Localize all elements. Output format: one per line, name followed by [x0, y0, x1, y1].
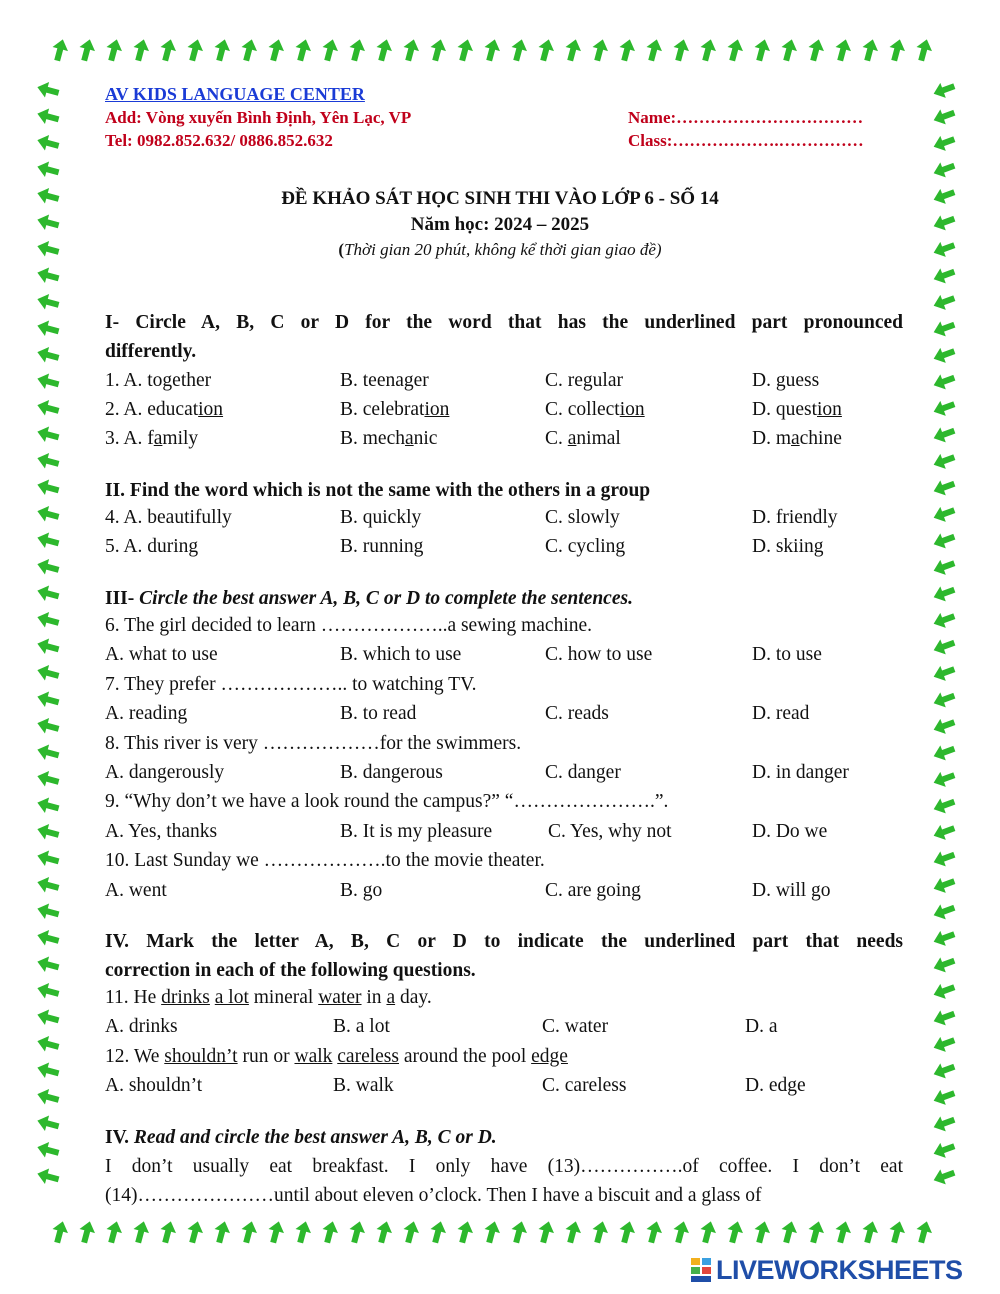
q9-option-c[interactable]: C. Yes, why not	[548, 821, 672, 842]
liveworksheets-logo[interactable]	[690, 1253, 963, 1287]
q8-option-b[interactable]: B. dangerous	[340, 762, 443, 783]
border-arrow-icon	[35, 1060, 60, 1081]
border-arrow-icon	[931, 370, 957, 393]
border-arrow-icon	[931, 264, 957, 287]
q10-option-a[interactable]: A. went	[105, 880, 167, 901]
q3-option-d[interactable]	[752, 428, 842, 450]
reading-passage	[105, 1152, 903, 1210]
passage-line-1: I don’t usually eat breakfast. I only have (13)…………….of coffee. I don’t eat	[105, 1156, 903, 1177]
border-arrow-icon	[76, 37, 97, 62]
border-arrow-icon	[913, 1219, 934, 1244]
q6-stem: 6. The girl decided to learn ………………..a sewing machine.	[105, 615, 593, 636]
q2-option-d[interactable]	[752, 399, 842, 421]
border-arrow-icon	[35, 848, 60, 869]
border-arrow-icon	[931, 635, 957, 658]
question-4	[105, 507, 905, 533]
border-arrow-icon	[931, 556, 957, 579]
question-8	[105, 762, 905, 788]
q2-d-text: D. quest	[752, 399, 817, 420]
school-year: Năm học: 2024 – 2025	[410, 214, 590, 235]
q8-option-a[interactable]: A. dangerously	[105, 762, 225, 783]
border-arrow-icon	[49, 37, 70, 62]
border-arrow-icon	[35, 742, 60, 763]
q11-text-5: day.	[395, 987, 432, 1008]
q11-underlined-2: a lot	[214, 987, 249, 1008]
border-arrow-icon	[931, 582, 957, 605]
border-arrow-icon	[931, 609, 957, 632]
question-1	[105, 370, 905, 396]
section-4-heading	[105, 927, 903, 985]
q9-option-d[interactable]: D. Do we	[752, 821, 828, 842]
border-arrow-icon	[931, 821, 957, 844]
q11-option-c[interactable]: C. water	[542, 1016, 609, 1037]
border-arrow-icon	[643, 37, 664, 62]
q12-text-2: run or	[237, 1046, 295, 1067]
q2-d-underlined: ion	[817, 399, 842, 420]
border-arrow-icon	[35, 715, 60, 736]
question-2	[105, 399, 905, 425]
q4-option-d[interactable]: D. friendly	[752, 507, 838, 528]
border-arrow-icon	[697, 1219, 718, 1244]
section-1-heading	[105, 308, 903, 366]
border-arrow-icon	[670, 1219, 691, 1244]
border-arrow-icon	[562, 1219, 583, 1244]
border-arrow-icon	[265, 37, 286, 62]
border-arrow-icon	[805, 1219, 826, 1244]
border-arrow-icon	[400, 37, 421, 62]
border-arrow-icon	[35, 132, 60, 153]
border-arrow-icon	[886, 37, 907, 62]
phone: Tel: 0982.852.632/ 0886.852.632	[105, 131, 333, 150]
q3-option-b[interactable]	[340, 428, 437, 450]
q4-option-a[interactable]: 4. A. beautifully	[105, 507, 232, 528]
q7-option-c[interactable]: C. reads	[545, 703, 609, 724]
border-arrow-icon	[319, 1219, 340, 1244]
q8-stem: 8. This river is very ………………for the swimmers.	[105, 733, 522, 754]
border-arrow-icon	[931, 317, 957, 340]
center-name[interactable]: AV KIDS LANGUAGE CENTER	[105, 84, 365, 104]
q6-option-b[interactable]: B. which to use	[340, 644, 462, 665]
border-arrow-icon	[931, 79, 957, 102]
q7-option-b[interactable]: B. to read	[340, 703, 417, 724]
q2-option-b[interactable]	[340, 399, 449, 421]
border-arrow-icon	[35, 821, 60, 842]
q11-underlined-4: a	[386, 987, 396, 1008]
border-arrow-icon	[373, 1219, 394, 1244]
q12-underlined-3: careless	[337, 1046, 399, 1067]
q11-stem	[105, 987, 432, 1009]
border-arrow-icon	[508, 37, 529, 62]
border-arrow-icon	[832, 1219, 853, 1244]
section-1-heading-line1: I- Circle A, B, C or D for the word that has the underlined part pronounced	[105, 312, 903, 333]
border-arrow-icon	[400, 1219, 421, 1244]
border-arrow-icon	[913, 37, 934, 62]
border-arrow-icon	[35, 318, 60, 339]
q2-option-a[interactable]	[105, 399, 223, 421]
border-arrow-icon	[886, 1219, 907, 1244]
q1-option-a[interactable]: 1. A. together	[105, 370, 212, 391]
q12-stem	[105, 1046, 568, 1068]
border-arrow-icon	[589, 37, 610, 62]
question-12	[105, 1075, 905, 1101]
q1-option-c[interactable]: C. regular	[545, 370, 623, 391]
time-note-text: Thời gian 20 phút, không kể thời gian giao đề)	[344, 240, 662, 259]
q12-underlined-4: edge	[531, 1046, 568, 1067]
q2-a-underlined: ion	[198, 399, 224, 420]
q3-d-pre: D. m	[752, 428, 791, 449]
border-arrow-icon	[35, 291, 60, 312]
border-arrow-icon	[931, 1139, 957, 1162]
border-arrow-icon	[931, 794, 957, 817]
border-arrow-icon	[589, 1219, 610, 1244]
q3-a-underlined: a	[153, 428, 163, 449]
border-arrow-icon	[931, 158, 957, 181]
address: Add: Vòng xuyến Bình Định, Yên Lạc, VP	[105, 108, 412, 127]
section-3-heading	[105, 584, 903, 613]
border-arrow-icon	[616, 1219, 637, 1244]
q5-option-b[interactable]: B. running	[340, 536, 424, 557]
border-arrow-icon	[931, 1006, 957, 1029]
border-arrow-icon	[931, 397, 957, 420]
border-arrow-icon	[931, 344, 957, 367]
q12-underlined-1: shouldn’t	[164, 1046, 238, 1067]
border-arrow-icon	[184, 37, 205, 62]
border-arrow-icon	[931, 1165, 957, 1188]
border-arrow-icon	[931, 1033, 957, 1056]
q3-b-post: nic	[413, 428, 438, 449]
q3-c-pre: C.	[545, 428, 568, 449]
q4-option-b[interactable]: B. quickly	[340, 507, 422, 528]
border-arrow-icon	[35, 954, 60, 975]
border-arrow-icon	[481, 1219, 502, 1244]
liveworksheets-logo-icon	[690, 1257, 712, 1283]
q12-text-1: 12. We	[105, 1046, 165, 1067]
border-arrow-icon	[508, 1219, 529, 1244]
border-arrow-icon	[265, 1219, 286, 1244]
border-arrow-icon	[35, 397, 60, 418]
border-arrow-icon	[931, 662, 957, 685]
q3-d-post: chine	[799, 428, 842, 449]
border-arrow-icon	[481, 37, 502, 62]
border-arrow-icon	[931, 1059, 957, 1082]
section-3-instruction: Circle the best answer A, B, C or D to complete the sentences.	[139, 588, 633, 609]
section-4-heading-line2: correction in each of the following questions.	[105, 960, 476, 981]
border-arrow-icon	[373, 37, 394, 62]
border-arrow-icon	[35, 371, 60, 392]
name-field[interactable]: Name:……………………………	[628, 108, 864, 127]
border-arrow-icon	[931, 132, 957, 155]
border-arrow-icon	[35, 874, 60, 895]
q2-a-text: 2. A. educat	[105, 399, 199, 420]
border-arrow-icon	[35, 1166, 60, 1187]
border-arrow-icon	[319, 37, 340, 62]
border-arrow-icon	[454, 37, 475, 62]
border-arrow-icon	[931, 768, 957, 791]
border-arrow-icon	[211, 37, 232, 62]
border-arrow-icon	[616, 37, 637, 62]
q1-option-d[interactable]: D. guess	[752, 370, 820, 391]
border-arrow-icon	[931, 529, 957, 552]
q2-b-text: B. celebrat	[340, 399, 425, 420]
q12-option-d[interactable]: D. edge	[745, 1075, 806, 1096]
border-arrow-icon	[931, 503, 957, 526]
q11-underlined-3: water	[318, 987, 362, 1008]
q4-option-c[interactable]: C. slowly	[545, 507, 620, 528]
border-arrow-icon	[643, 1219, 664, 1244]
border-arrow-icon	[35, 424, 60, 445]
q11-text-4: in	[361, 987, 387, 1008]
border-arrow-icon	[778, 37, 799, 62]
border-arrow-icon	[35, 583, 60, 604]
q5-option-c[interactable]: C. cycling	[545, 536, 626, 557]
border-arrow-icon	[931, 450, 957, 473]
q3-option-c[interactable]	[545, 428, 621, 450]
border-arrow-icon	[427, 1219, 448, 1244]
q3-b-underlined: a	[404, 428, 414, 449]
q8-option-d[interactable]: D. in danger	[752, 762, 849, 783]
border-arrow-icon	[292, 37, 313, 62]
border-arrow-icon	[931, 874, 957, 897]
border-arrow-icon	[35, 1139, 60, 1160]
border-arrow-icon	[35, 689, 60, 710]
q10-option-b[interactable]: B. go	[340, 880, 383, 901]
border-arrow-icon	[931, 688, 957, 711]
border-arrow-icon	[859, 37, 880, 62]
border-arrow-icon	[103, 37, 124, 62]
border-arrow-icon	[238, 1219, 259, 1244]
border-arrow-icon	[562, 37, 583, 62]
border-arrow-icon	[35, 901, 60, 922]
border-arrow-icon	[35, 477, 60, 498]
q12-text-4: around the pool	[398, 1046, 532, 1067]
border-arrow-icon	[238, 37, 259, 62]
q3-a-post: mily	[162, 428, 199, 449]
q11-text-1: 11. He	[105, 987, 162, 1008]
border-arrow-icon	[35, 159, 60, 180]
time-note-paren: (	[338, 240, 345, 259]
border-arrow-icon	[130, 1219, 151, 1244]
border-arrow-icon	[535, 37, 556, 62]
border-arrow-icon	[805, 37, 826, 62]
border-arrow-icon	[35, 79, 60, 100]
section-5-heading	[105, 1123, 903, 1152]
border-arrow-icon	[427, 37, 448, 62]
q10-stem: 10. Last Sunday we ……………….to the movie theater.	[105, 850, 545, 871]
border-arrow-icon	[454, 1219, 475, 1244]
q10-option-d[interactable]: D. will go	[752, 880, 831, 901]
section-2-heading: II. Find the word which is not the same with the others in a group	[105, 480, 651, 501]
border-arrow-icon	[35, 1113, 60, 1134]
q2-c-text: C. collect	[545, 399, 620, 420]
border-arrow-icon	[35, 530, 60, 551]
border-arrow-icon	[35, 106, 60, 127]
q11-option-a[interactable]: A. drinks	[105, 1016, 178, 1037]
liveworksheets-logo-text: LIVEWORKSHEETS	[716, 1254, 963, 1285]
border-arrow-icon	[49, 1219, 70, 1244]
border-arrow-icon	[931, 900, 957, 923]
question-3	[105, 428, 905, 454]
border-arrow-icon	[157, 1219, 178, 1244]
border-arrow-icon	[931, 741, 957, 764]
border-arrow-icon	[931, 927, 957, 950]
border-arrow-icon	[931, 1112, 957, 1135]
question-9	[105, 821, 905, 847]
q3-a-pre: 3. A. f	[105, 428, 154, 449]
border-arrow-icon	[832, 37, 853, 62]
section-1-heading-line2: differently.	[105, 341, 197, 362]
q11-text-3: mineral	[248, 987, 319, 1008]
border-arrow-icon	[931, 980, 957, 1003]
border-arrow-icon	[103, 1219, 124, 1244]
question-11	[105, 1016, 905, 1042]
q2-b-underlined: ion	[424, 399, 450, 420]
q9-stem: 9. “Why don’t we have a look round the campus?” “………………….”.	[105, 791, 669, 812]
time-note	[0, 240, 1000, 260]
border-arrow-icon	[35, 556, 60, 577]
q1-option-b[interactable]: B. teenager	[340, 370, 429, 391]
q9-option-b[interactable]: B. It is my pleasure	[340, 821, 493, 842]
q3-c-post: nimal	[576, 428, 621, 449]
border-arrow-icon	[778, 1219, 799, 1244]
border-arrow-icon	[724, 37, 745, 62]
border-arrow-icon	[697, 37, 718, 62]
question-10	[105, 880, 905, 906]
border-arrow-icon	[157, 37, 178, 62]
q6-option-a[interactable]: A. what to use	[105, 644, 218, 665]
section-5-instruction: Read and circle the best answer A, B, C or D.	[133, 1127, 497, 1148]
border-arrow-icon	[931, 715, 957, 738]
border-arrow-icon	[931, 847, 957, 870]
border-arrow-icon	[35, 450, 60, 471]
border-arrow-icon	[130, 37, 151, 62]
section-4-heading-line1: IV. Mark the letter A, B, C or D to indicate the underlined part that needs	[105, 931, 903, 952]
q7-stem: 7. They prefer ……………….. to watching TV.	[105, 674, 477, 695]
q5-option-d[interactable]: D. skiing	[752, 536, 824, 557]
border-arrow-icon	[931, 476, 957, 499]
border-arrow-icon	[35, 265, 60, 286]
border-arrow-icon	[35, 927, 60, 948]
q8-option-c[interactable]: C. danger	[545, 762, 621, 783]
question-6	[105, 644, 905, 670]
q3-c-underlined: a	[567, 428, 577, 449]
q11-option-d[interactable]: D. a	[745, 1016, 778, 1037]
border-arrow-icon	[859, 1219, 880, 1244]
q7-option-d[interactable]: D. read	[752, 703, 810, 724]
border-arrow-icon	[35, 503, 60, 524]
q12-option-c[interactable]: C. careless	[542, 1075, 627, 1096]
border-arrow-icon	[670, 37, 691, 62]
q7-option-a[interactable]: A. reading	[105, 703, 188, 724]
border-arrow-icon	[35, 636, 60, 657]
question-7	[105, 703, 905, 729]
q6-option-c[interactable]: C. how to use	[545, 644, 653, 665]
border-arrow-icon	[35, 1086, 60, 1107]
border-arrow-icon	[35, 344, 60, 365]
border-arrow-icon	[751, 37, 772, 62]
border-arrow-icon	[535, 1219, 556, 1244]
border-arrow-icon	[76, 1219, 97, 1244]
q3-d-underlined: a	[791, 428, 800, 449]
border-arrow-icon	[724, 1219, 745, 1244]
border-arrow-icon	[35, 662, 60, 683]
border-arrow-icon	[35, 795, 60, 816]
border-arrow-icon	[35, 1033, 60, 1054]
q12-underlined-2: walk	[294, 1046, 333, 1067]
border-arrow-icon	[931, 291, 957, 314]
q11-option-b[interactable]: B. a lot	[333, 1016, 390, 1037]
border-arrow-icon	[931, 423, 957, 446]
border-arrow-icon	[184, 1219, 205, 1244]
question-5	[105, 536, 905, 562]
border-arrow-icon	[931, 953, 957, 976]
border-arrow-icon	[292, 1219, 313, 1244]
border-arrow-icon	[35, 1007, 60, 1028]
border-arrow-icon	[931, 1086, 957, 1109]
q2-option-c[interactable]	[545, 399, 645, 421]
q11-underlined-1: drinks	[161, 987, 210, 1008]
q5-option-a[interactable]: 5. A. during	[105, 536, 199, 557]
border-arrow-icon	[35, 609, 60, 630]
border-arrow-icon	[35, 980, 60, 1001]
border-arrow-icon	[211, 1219, 232, 1244]
q3-option-a[interactable]	[105, 428, 198, 450]
class-field[interactable]: Class:……………….……………	[628, 131, 864, 150]
q10-option-c[interactable]: C. are going	[545, 880, 641, 901]
border-arrow-icon	[346, 37, 367, 62]
border-arrow-icon	[751, 1219, 772, 1244]
exam-title: ĐỀ KHẢO SÁT HỌC SINH THI VÀO LỚP 6 - SỐ 14	[281, 188, 719, 209]
section-3-label: III-	[105, 588, 140, 609]
passage-line-2: (14)…………………until about eleven o’clock. Then I have a biscuit and a glass of	[105, 1185, 762, 1206]
border-arrow-icon	[35, 768, 60, 789]
border-arrow-icon	[931, 105, 957, 128]
section-5-label: IV.	[105, 1127, 134, 1148]
border-arrow-icon	[346, 1219, 367, 1244]
q12-option-a[interactable]: A. shouldn’t	[105, 1075, 203, 1096]
q9-option-a[interactable]: A. Yes, thanks	[105, 821, 218, 842]
q12-option-b[interactable]: B. walk	[333, 1075, 394, 1096]
q2-c-underlined: ion	[619, 399, 645, 420]
q6-option-d[interactable]: D. to use	[752, 644, 822, 665]
q3-b-pre: B. mech	[340, 428, 405, 449]
